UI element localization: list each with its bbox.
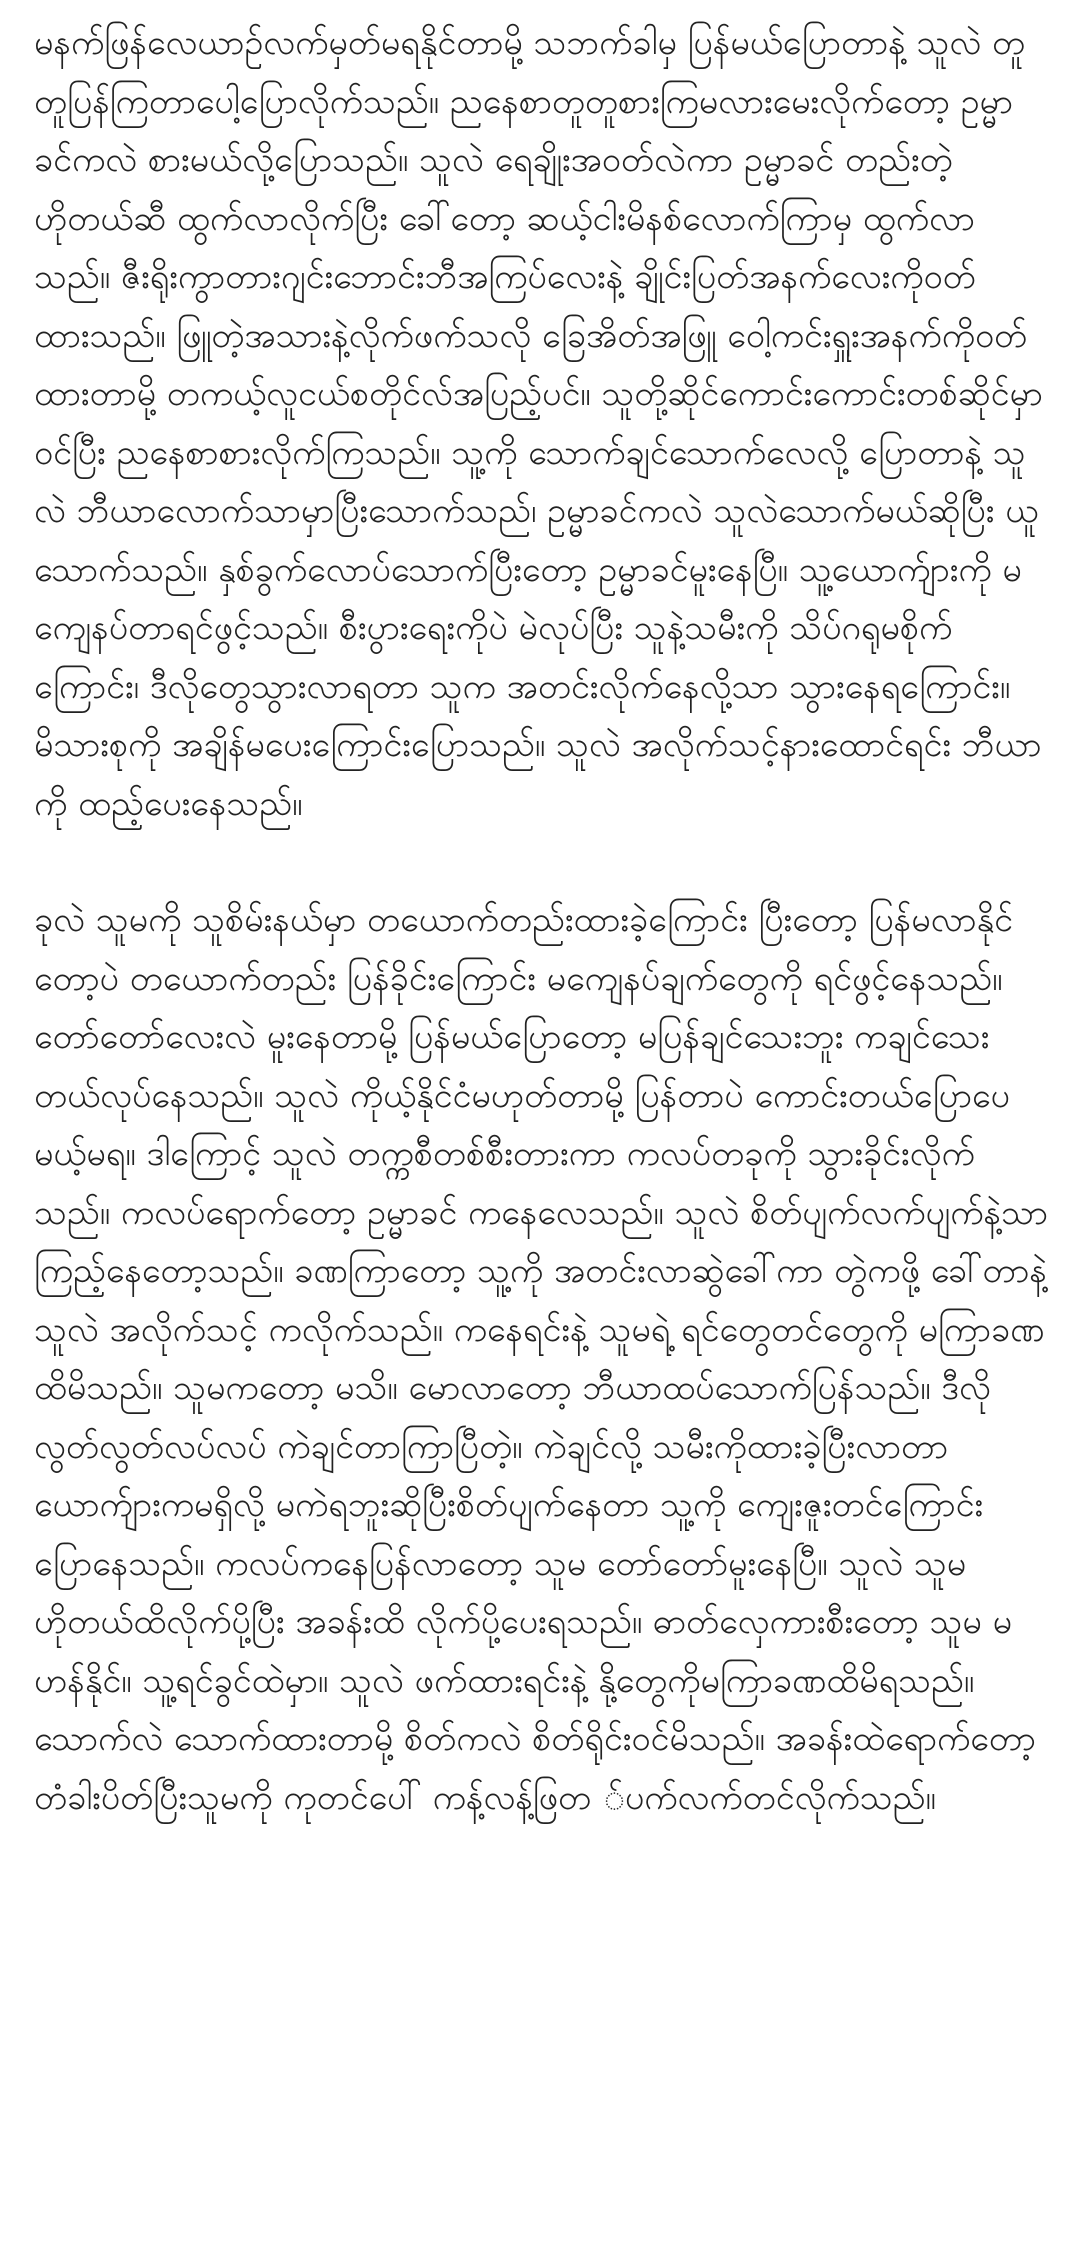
paragraph-2: ခုလဲ သူမကို သူစိမ်းနယ်မှာ တယောက်တည်းထားခဲ့ကြောင်း ပြီးတော့ ပြန်မလာနိုင်တော့ပဲ တယောက်တည်း ပြန်ခိုင်းကြောင်း မကျေနပ်ချက်တွေကို ရင်ဖွင့်နေသည်။ တော်တော်လေးလဲ မူးနေတာမို့ ပြန်မယ်ပြောတော့ မပြန်ချင်သေးဘူး ကချင်သေးတယ်လုပ်နေသည်။ သူလဲ ကိုယ့်နိုင်ငံမဟုတ်တာမို့ ပြန်တာပဲ ကောင်းတယ်ပြောပေမယ့်မရ။ ဒါကြောင့် သူလဲ တက္ကစီတစ်စီးတားကာ ကလပ်တခုကို သွားခိုင်းလိုက်သည်။ ကလပ်ရောက်တော့ ဥမ္မာခင် ကနေလေသည်။ သူလဲ စိတ်ပျက်လက်ပျက်နဲ့သာ ကြည့်နေတော့သည်။ ခဏကြာတော့ သူ့ကို အတင်းလာဆွဲခေါ်ကာ တွဲကဖို့ ခေါ်တာနဲ့ သူလဲ အလိုက်သင့် ကလိုက်သည်။ ကနေရင်းနဲ့ သူမရဲ့ ရင်တွေတင်တွေကို မကြာခဏထိမိသည်။ သူမကတော့ မသိ။ မောလာတော့ ဘီယာထပ်သောက်ပြန်သည်။ ဒီလို လွတ်လွတ်လပ်လပ် ကဲချင်တာကြာပြီတဲ့။ ကဲချင်လို့ သမီးကိုထားခဲ့ပြီးလာတာ ယောက်ျားကမရှိလို့ မကဲရဘူးဆိုပြီးစိတ်ပျက်နေတာ သူ့ကို ကျေးဇူးတင်ကြောင်း ပြောနေသည်။ ကလပ်ကနေပြန်လာတော့ သူမ တော်တော်မူးနေပြီ။ သူလဲ သူမဟိုတယ်ထိလိုက်ပို့ပြီး အခန်းထိ လိုက်ပို့ပေးရသည်။ ဓာတ်လှေကားစီးတော့ သူမ မဟန်နိုင်။ သူ့ရင်ခွင်ထဲမှာ။ သူလဲ ဖက်ထားရင်းနဲ့ နို့တွေကိုမကြာခဏထိမိရသည်။သောက်လဲ သောက်ထားတာမို့ စိတ်ကလဲ စိတ်ရိုင်းဝင်မိသည်။ အခန်းထဲရောက်တော့ တံခါးပိတ်ပြီးသူမကို ကုတင်ပေါ် ကန့်လန့်ဖြတ ်ပက်လက်တင်လိုက်သည်။ <box>34 900 1048 1818</box>
paragraph-spacer <box>34 833 1050 891</box>
paragraph-1: မနက်ဖြန်လေယာဥ်လက်မှတ်မရနိုင်တာမို့ သဘက်ခါမှ ပြန်မယ်ပြောတာနဲ့ သူလဲ တူတူပြန်ကြတာပေါ့ပြောလိုက်သည်။ ညနေစာတူတူစားကြမလားမေးလိုက်တော့ ဥမ္မာခင်ကလဲ စားမယ်လို့ပြောသည်။ သူလဲ ရေချိုးအဝတ်လဲကာ ဥမ္မာခင် တည်းတဲ့ဟိုတယ်ဆီ ထွက်လာလိုက်ပြီး ခေါ်တော့ ဆယ့်ငါးမိနစ်လောက်ကြာမှ ထွက်လာသည်။ ဇီးရိုးကွာတားဂျင်းဘောင်းဘီအကြပ်လေးနဲ့ ချိုင်းပြတ်အနက်လေးကိုဝတ်ထားသည်။ ဖြူတဲ့အသားနဲ့လိုက်ဖက်သလို ခြေအိတ်အဖြူ ဝေါ့ကင်းရှူးအနက်ကိုဝတ်ထားတာမို့ တကယ့်လူငယ်စတိုင်လ်အပြည့်ပင်။ သူတို့ဆိုင်ကောင်းကောင်းတစ်ဆိုင်မှာ ဝင်ပြီး ညနေစာစားလိုက်ကြသည်။ သူ့ကို သောက်ချင်သောက်လေလို့ ပြောတာနဲ့ သူလဲ ဘီယာလောက်သာမှာပြီးသောက်သည်၊ ဥမ္မာခင်ကလဲ သူလဲသောက်မယ်ဆိုပြီး ယူသောက်သည်။ နှစ်ခွက်လောပ်သောက်ပြီးတော့ ဥမ္မာခင်မူးနေပြီ။ သူ့ယောက်ျားကို မကျေနပ်တာရင်ဖွင့်သည်။ စီးပွားရေးကိုပဲ မဲလုပ်ပြီး သူနဲ့သမီးကို သိပ်ဂရုမစိုက်ကြောင်း၊ ဒီလိုတွေသွားလာရတာ သူက အတင်းလိုက်နေလို့သာ သွားနေရကြောင်း။ မိသားစုကို အချိန်မပေးကြောင်းပြောသည်။ သူလဲ အလိုက်သင့်နားထောင်ရင်း ဘီယာကို ထည့်ပေးနေသည်။ <box>34 23 1043 824</box>
